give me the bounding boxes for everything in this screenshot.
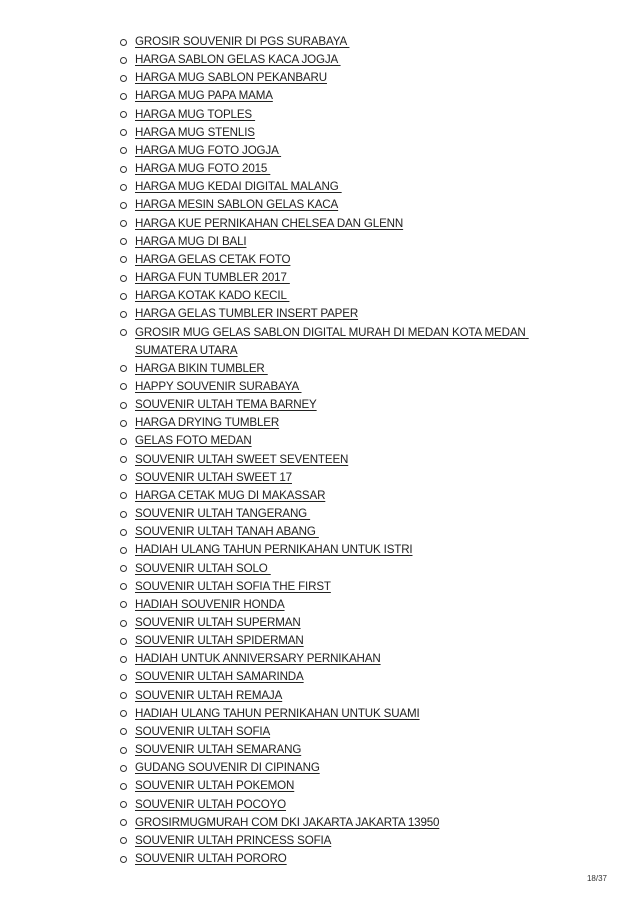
list-link[interactable]: HADIAH ULANG TAHUN PERNIKAHAN UNTUK SUAMI xyxy=(135,706,420,720)
list-item xyxy=(118,378,578,396)
list-item xyxy=(118,705,578,723)
list-link[interactable]: SOUVENIR ULTAH SUPERMAN xyxy=(135,616,301,629)
circle-bullet-icon xyxy=(120,674,127,681)
circle-bullet-icon xyxy=(120,547,127,554)
list-item xyxy=(118,106,578,124)
circle-bullet-icon xyxy=(120,801,127,808)
page-number: 18/37 xyxy=(586,874,607,883)
list-link[interactable]: HARGA BIKIN TUMBLER xyxy=(135,361,268,375)
list-link[interactable]: HARGA MUG DI BALI xyxy=(135,234,247,248)
list-item xyxy=(118,541,578,559)
list-link[interactable]: HARGA MUG PAPA MAMA xyxy=(135,89,273,103)
list-link[interactable]: HARGA GELAS CETAK FOTO xyxy=(135,252,291,266)
list-link[interactable]: HAPPY SOUVENIR SURABAYA xyxy=(135,379,302,393)
list-item xyxy=(118,269,578,287)
circle-bullet-icon xyxy=(120,402,127,409)
list-item xyxy=(118,469,578,487)
list-link[interactable]: SOUVENIR ULTAH SWEET SEVENTEEN xyxy=(135,452,349,466)
list-link[interactable]: GROSIR MUG GELAS SABLON DIGITAL MURAH DI MEDAN KOTA MEDAN SUMATERA UTARA xyxy=(135,325,529,357)
circle-bullet-icon xyxy=(120,511,127,518)
circle-bullet-icon xyxy=(120,147,127,154)
list-item xyxy=(118,142,578,160)
list-link[interactable]: SOUVENIR ULTAH SOLO xyxy=(135,561,271,575)
list-item xyxy=(118,51,578,69)
circle-bullet-icon xyxy=(120,75,127,82)
list-link[interactable]: HARGA MUG TOPLES xyxy=(135,107,256,121)
circle-bullet-icon xyxy=(120,129,127,136)
circle-bullet-icon xyxy=(120,184,127,191)
list-link[interactable]: HARGA SABLON GELAS KACA JOGJA xyxy=(135,53,341,67)
circle-bullet-icon xyxy=(120,39,127,46)
list-item xyxy=(118,814,578,832)
list-item xyxy=(118,832,578,850)
circle-bullet-icon xyxy=(120,275,127,282)
list-item xyxy=(118,523,578,541)
list-link[interactable]: SOUVENIR ULTAH SPIDERMAN xyxy=(135,634,304,648)
list-link[interactable]: GUDANG SOUVENIR DI CIPINANG xyxy=(135,761,320,775)
list-item xyxy=(118,596,578,614)
circle-bullet-icon xyxy=(120,583,127,590)
list-link[interactable]: HARGA KOTAK KADO KECIL xyxy=(135,289,290,303)
list-link[interactable]: HADIAH SOUVENIR HONDA xyxy=(135,597,285,611)
list-item xyxy=(118,614,578,632)
circle-bullet-icon xyxy=(120,420,127,427)
list-link[interactable]: SOUVENIR ULTAH SOFIA THE FIRST xyxy=(135,579,331,593)
circle-bullet-icon xyxy=(120,492,127,499)
list-link[interactable]: HADIAH ULANG TAHUN PERNIKAHAN UNTUK ISTRI xyxy=(135,543,413,557)
circle-bullet-icon xyxy=(120,819,127,826)
circle-bullet-icon xyxy=(120,728,127,735)
circle-bullet-icon xyxy=(120,383,127,390)
list-item xyxy=(118,741,578,759)
circle-bullet-icon xyxy=(120,111,127,118)
list-item xyxy=(118,796,578,814)
list-link[interactable]: HARGA MUG KEDAI DIGITAL MALANG xyxy=(135,180,342,194)
list-link[interactable]: SOUVENIR ULTAH PORORO xyxy=(135,852,287,866)
list-link[interactable]: SOUVENIR ULTAH TANGERANG xyxy=(135,507,311,521)
list-link[interactable]: SOUVENIR ULTAH SEMARANG xyxy=(135,743,302,757)
list-link[interactable]: SOUVENIR ULTAH SOFIA xyxy=(135,724,271,738)
circle-bullet-icon xyxy=(120,601,127,608)
list-item xyxy=(118,759,578,777)
circle-bullet-icon xyxy=(120,474,127,481)
list-link[interactable]: SOUVENIR ULTAH POKEMON xyxy=(135,779,295,793)
list-link[interactable]: HADIAH UNTUK ANNIVERSARY PERNIKAHAN xyxy=(135,652,381,666)
list-item xyxy=(118,215,578,233)
list-link[interactable]: HARGA CETAK MUG DI MAKASSAR xyxy=(135,488,326,502)
list-link[interactable]: SOUVENIR ULTAH REMAJA xyxy=(135,688,283,702)
list-item xyxy=(118,505,578,523)
circle-bullet-icon xyxy=(120,311,127,318)
list-item xyxy=(118,178,578,196)
list-link[interactable]: HARGA FUN TUMBLER 2017 xyxy=(135,271,290,285)
circle-bullet-icon xyxy=(120,293,127,300)
circle-bullet-icon xyxy=(120,638,127,645)
circle-bullet-icon xyxy=(120,565,127,572)
circle-bullet-icon xyxy=(120,529,127,536)
circle-bullet-icon xyxy=(120,856,127,863)
circle-bullet-icon xyxy=(120,620,127,627)
list-item xyxy=(118,850,578,868)
link-list xyxy=(118,33,578,868)
list-link[interactable]: GROSIRMUGMURAH COM DKI JAKARTA JAKARTA 13950 xyxy=(135,815,440,829)
list-item xyxy=(118,432,578,450)
list-link[interactable]: HARGA MUG FOTO JOGJA xyxy=(135,143,282,157)
circle-bullet-icon xyxy=(120,57,127,64)
list-item xyxy=(118,414,578,432)
circle-bullet-icon xyxy=(120,438,127,445)
circle-bullet-icon xyxy=(120,256,127,263)
circle-bullet-icon xyxy=(120,837,127,844)
circle-bullet-icon xyxy=(120,93,127,100)
list-link[interactable]: HARGA GELAS TUMBLER INSERT PAPER xyxy=(135,307,359,321)
list-item xyxy=(118,287,578,305)
circle-bullet-icon xyxy=(120,220,127,227)
list-item xyxy=(118,69,578,87)
list-item xyxy=(118,305,578,323)
list-item xyxy=(118,487,578,505)
circle-bullet-icon xyxy=(120,783,127,790)
list-item xyxy=(118,560,578,578)
list-item xyxy=(118,650,578,668)
circle-bullet-icon xyxy=(120,765,127,772)
list-item xyxy=(118,251,578,269)
list-link[interactable]: HARGA DRYING TUMBLER xyxy=(135,416,280,430)
list-link[interactable]: HARGA MUG SABLON PEKANBARU xyxy=(135,71,327,85)
list-link[interactable]: HARGA MUG STENLIS xyxy=(135,125,255,139)
list-item xyxy=(118,632,578,650)
list-item xyxy=(118,451,578,469)
list-item xyxy=(118,687,578,705)
list-item xyxy=(118,33,578,51)
circle-bullet-icon xyxy=(120,747,127,754)
list-item xyxy=(118,160,578,178)
list-link[interactable]: GELAS FOTO MEDAN xyxy=(135,434,252,448)
list-link[interactable]: SOUVENIR ULTAH TEMA BARNEY xyxy=(135,398,317,412)
list-item xyxy=(118,396,578,414)
list-link[interactable]: SOUVENIR ULTAH POCOYO xyxy=(135,797,287,811)
list-link[interactable]: SOUVENIR ULTAH SAMARINDA xyxy=(135,670,304,684)
list-link[interactable]: GROSIR SOUVENIR DI PGS SURABAYA xyxy=(135,35,350,48)
circle-bullet-icon xyxy=(120,692,127,699)
list-link[interactable]: SOUVENIR ULTAH SWEET 17 xyxy=(135,470,292,484)
circle-bullet-icon xyxy=(120,238,127,245)
list-item xyxy=(118,87,578,105)
list-item xyxy=(118,360,578,378)
circle-bullet-icon xyxy=(120,202,127,209)
list-link[interactable]: SOUVENIR ULTAH TANAH ABANG xyxy=(135,525,319,539)
circle-bullet-icon xyxy=(120,710,127,717)
circle-bullet-icon xyxy=(120,329,127,336)
list-item xyxy=(118,668,578,686)
list-link[interactable]: HARGA MESIN SABLON GELAS KACA xyxy=(135,198,339,212)
circle-bullet-icon xyxy=(120,656,127,663)
circle-bullet-icon xyxy=(120,456,127,463)
list-item xyxy=(118,578,578,596)
list-item xyxy=(118,124,578,142)
list-item xyxy=(118,233,578,251)
list-link[interactable]: HARGA KUE PERNIKAHAN CHELSEA DAN GLENN xyxy=(135,216,404,230)
list-link[interactable]: SOUVENIR ULTAH PRINCESS SOFIA xyxy=(135,833,332,847)
list-item xyxy=(118,196,578,214)
circle-bullet-icon xyxy=(120,365,127,372)
list-link[interactable]: HARGA MUG FOTO 2015 xyxy=(135,162,271,176)
circle-bullet-icon xyxy=(120,166,127,173)
list-item xyxy=(118,723,578,741)
list-item xyxy=(118,324,578,360)
list-item xyxy=(118,777,578,795)
